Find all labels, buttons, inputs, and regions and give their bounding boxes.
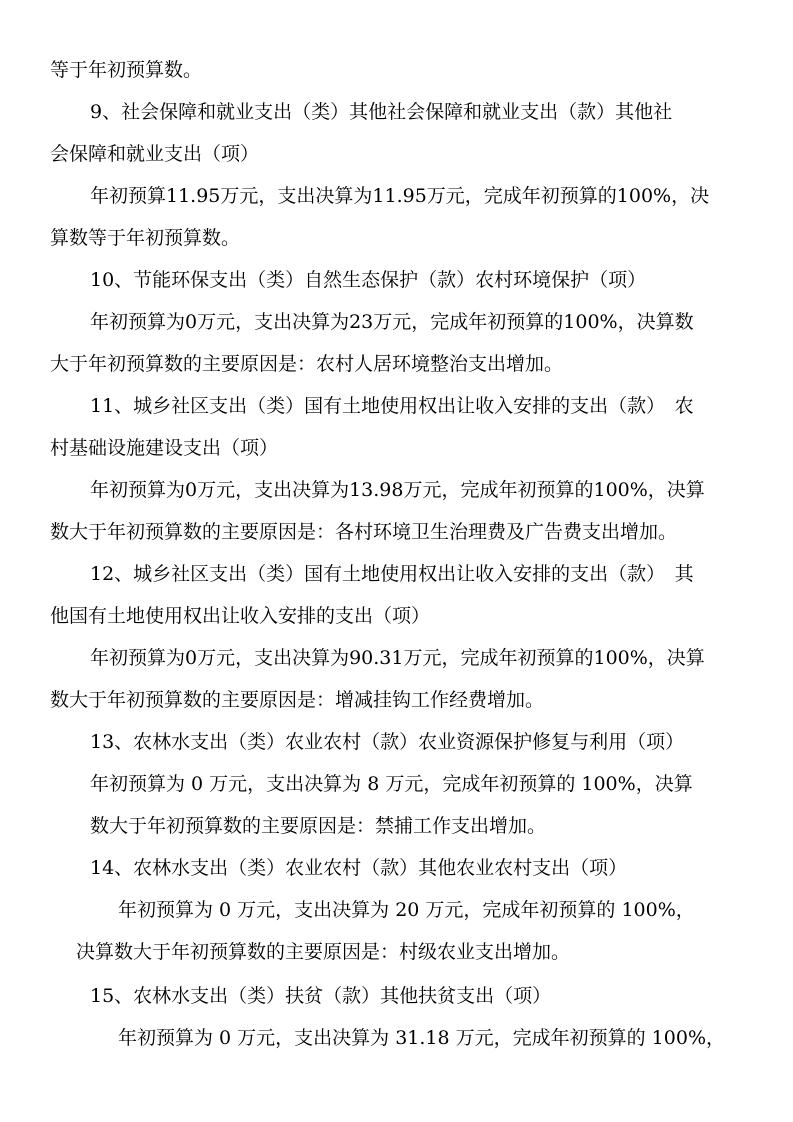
paragraph-line: 年初预算为 0 万元，支出决算为 20 万元，完成年初预算的 100%， bbox=[118, 899, 695, 921]
section-heading-13: 13、农林水支出（类）农业农村（款）农业资源保护修复与利用（项） bbox=[90, 731, 685, 753]
section-heading-15: 15、农林水支出（类）扶贫（款）其他扶贫支出（项） bbox=[90, 985, 552, 1007]
section-heading-11: 11、城乡社区支出（类）国有土地使用权出让收入安排的支出（款） 农 bbox=[90, 395, 694, 417]
section-heading-12-cont: 他国有土地使用权出让收入安排的支出（项） bbox=[50, 605, 431, 627]
paragraph-line: 算数等于年初预算数。 bbox=[50, 227, 241, 249]
paragraph-line: 大于年初预算数的主要原因是：农村人居环境整治支出增加。 bbox=[50, 353, 564, 375]
section-heading-11-cont: 村基础设施建设支出（项） bbox=[50, 437, 279, 459]
paragraph-line: 年初预算为 0 万元，支出决算为 31.18 万元，完成年初预算的 100%， bbox=[118, 1027, 725, 1049]
paragraph-line: 年初预算为0万元，支出决算为13.98万元，完成年初预算的100%，决算 bbox=[90, 479, 705, 501]
section-heading-14: 14、农林水支出（类）农业农村（款）其他农业农村支出（项） bbox=[90, 857, 628, 879]
paragraph-line: 数大于年初预算数的主要原因是：各村环境卫生治理费及广告费支出增加。 bbox=[50, 521, 678, 543]
section-heading-12: 12、城乡社区支出（类）国有土地使用权出让收入安排的支出（款） 其 bbox=[90, 563, 694, 585]
paragraph-line: 年初预算11.95万元，支出决算为11.95万元，完成年初预算的100%，决 bbox=[90, 185, 710, 207]
paragraph-line: 年初预算为 0 万元，支出决算为 8 万元，完成年初预算的 100%，决算 bbox=[90, 773, 693, 795]
section-heading-10: 10、节能环保支出（类）自然生态保护（款）农村环境保护（项） bbox=[90, 269, 647, 291]
paragraph-line: 等于年初预算数。 bbox=[50, 59, 203, 81]
paragraph-line: 年初预算为0万元，支出决算为23万元，完成年初预算的100%，决算数 bbox=[90, 311, 694, 333]
paragraph-line: 年初预算为0万元，支出决算为90.31万元，完成年初预算的100%，决算 bbox=[90, 647, 705, 669]
paragraph-line: 数大于年初预算数的主要原因是：增减挂钩工作经费增加。 bbox=[50, 689, 545, 711]
section-heading-9: 9、社会保障和就业支出（类）其他社会保障和就业支出（款）其他社 bbox=[90, 101, 673, 123]
section-heading-9-cont: 会保障和就业支出（项） bbox=[50, 143, 260, 165]
paragraph-line: 数大于年初预算数的主要原因是：禁捕工作支出增加。 bbox=[90, 815, 547, 837]
paragraph-line: 决算数大于年初预算数的主要原因是：村级农业支出增加。 bbox=[76, 941, 571, 963]
